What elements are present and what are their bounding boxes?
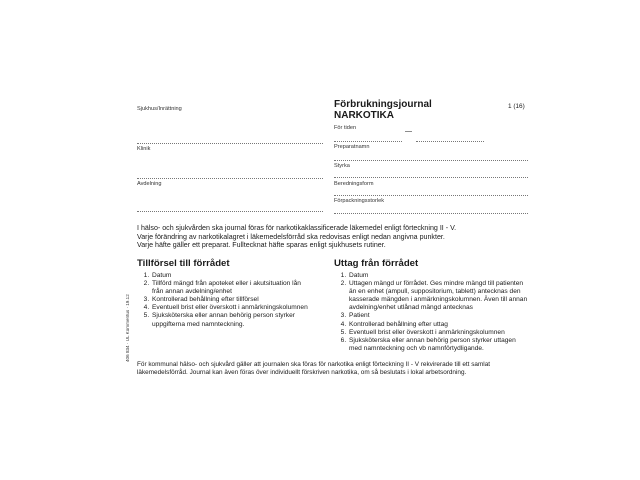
list-item: 1. Datum: [348, 272, 528, 280]
list-item: 5. Eventuell brist eller överskott i anmärkningskolumnen: [348, 329, 528, 337]
uttag-list: [334, 272, 528, 353]
field-line-for-tiden-start[interactable]: [334, 141, 402, 142]
list-item: 3. Patient: [348, 312, 528, 320]
list-item: 4. Eventuell brist eller överskott i anmärkningskolumnen: [151, 304, 312, 312]
field-line-for-tiden-end[interactable]: [416, 141, 484, 142]
intro-line: Varje förändring av narkotikalagret i läkemedelsförråd ska redovisas enligt nedan angivna punkter.: [137, 232, 445, 241]
tillforsel-heading: Tillförsel till förrådet: [137, 258, 230, 269]
field-label-beredningsform: Beredningsform: [334, 181, 374, 187]
field-label-avdelning: Avdelning: [137, 181, 162, 187]
journal-title: Förbrukningsjournal: [334, 99, 432, 110]
field-label-for-tiden: För tiden: [334, 125, 357, 131]
list-item: 3. Kontrollerad behållning efter tillförsel: [151, 296, 312, 304]
list-item: 2. Uttagen mängd ur förrådet. Ges mindre mängd till patienten än en enhet (ampull, suppositorium, tablett) antecknas den kasserade mängden i anmärkningskolumnen. Även till annan avdelning/enhet utlånad mängd antecknas: [348, 280, 528, 312]
intro-text: [137, 224, 537, 250]
intro-line: I hälso- och sjukvården ska journal föras för narkotikaklassificerade läkemedel enligt förteckning II - V.: [137, 224, 457, 232]
field-line-beredningsform[interactable]: [334, 195, 528, 196]
list-item: 6. Sjuksköterska eller annan behörig person styrker uttagen med namnteckning och vb namnförtydligande.: [348, 337, 528, 353]
footer-text: För kommunal hälso- och sjukvård gäller att journalen ska föras för narkotika enligt förteckning II - V rekvirerade till ett samlat läkemedelsförråd. Journal kan även föras över individuellt förskriven narkotika, om så beslutats i lokal arbetsordning.: [137, 361, 491, 377]
intro-line: Varje häfte gäller ett preparat. Fulltecknat häfte sparas enligt sjukhusets rutiner.: [137, 241, 386, 250]
list-item: 4. Kontrollerad behållning efter uttag: [348, 321, 528, 329]
field-line-preparatnamn[interactable]: [334, 160, 528, 161]
uttag-heading: Uttag från förrådet: [334, 258, 419, 269]
field-label-forpackningsstorlek: Förpackningsstorlek: [334, 198, 385, 204]
field-line-sjukhus[interactable]: [137, 143, 323, 144]
list-item: 5. Sjuksköterska eller annan behörig person styrker uppgifterna med namnteckning.: [151, 312, 312, 328]
field-line-styrka[interactable]: [334, 177, 528, 178]
date-range-dash: —: [405, 128, 412, 135]
list-item: 2. Tillförd mängd från apoteket eller i akutsituation lån från annan avdelning/enhet: [151, 280, 312, 296]
field-label-preparatnamn: Preparatnamn: [334, 144, 370, 150]
field-label-sjukhus: Sjukhus/Inrättning: [137, 106, 182, 112]
journal-subtitle: NARKOTIKA: [334, 110, 394, 121]
page-number: 1 (16): [508, 103, 525, 110]
field-label-styrka: Styrka: [334, 163, 350, 169]
tillforsel-list: [137, 272, 312, 329]
side-print-code: 406 834 · UL Kommentus · 19.12: [125, 294, 130, 362]
field-line-avdelning[interactable]: [137, 211, 323, 212]
field-line-forpackningsstorlek[interactable]: [334, 213, 528, 214]
field-label-klinik: Klinik: [137, 146, 151, 152]
field-line-klinik[interactable]: [137, 178, 323, 179]
list-item: 1. Datum: [151, 272, 312, 280]
